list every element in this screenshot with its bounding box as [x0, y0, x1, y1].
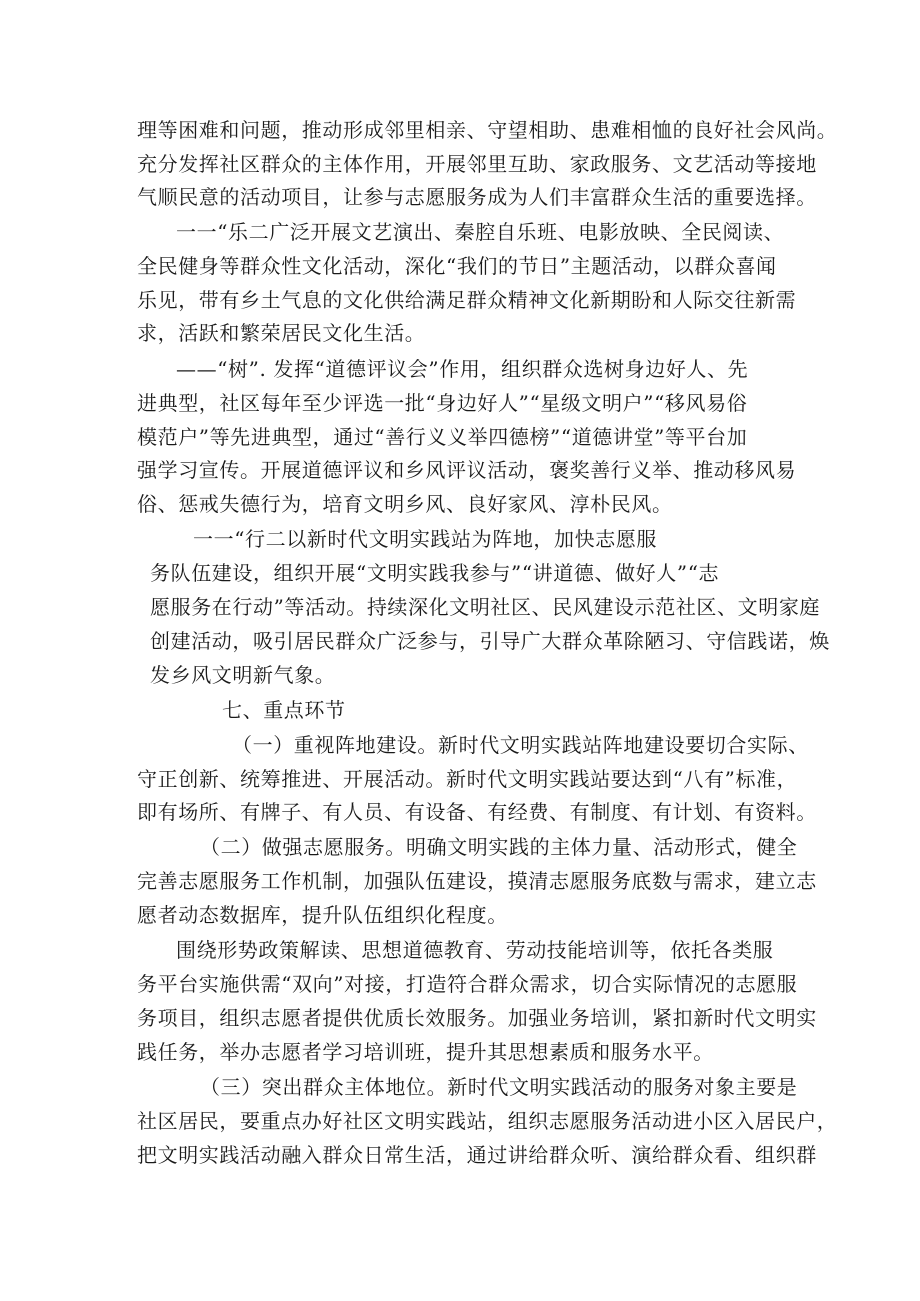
- text-line: 围绕形势政策解读、思想道德教育、劳动技能培训等，依托各类服: [176, 938, 774, 962]
- text-line: 全民健身等群众性文化活动，深化“我们的节日”主题活动，以群众喜闻: [137, 254, 777, 278]
- text-line: 创建活动，吸引居民群众广泛参与，引导广大群众革除陋习、守信践诺，焕: [150, 629, 830, 653]
- text-line: 求，活跃和繁荣居民文化生活。: [137, 321, 426, 345]
- text-line: 气顺民意的活动项目，让参与志愿服务成为人们丰富群众生活的重要选择。: [137, 185, 817, 209]
- text-line: 发乡风文明新气象。: [150, 663, 336, 687]
- text-line: （三）突出群众主体地位。新时代文明实践活动的服务对象主要是: [200, 1075, 798, 1099]
- text-line: 理等困难和问题，推动形成邻里相亲、守望相助、患难相恤的良好社会风尚。: [137, 118, 838, 142]
- text-line: 把文明实践活动融入群众日常生活，通过讲给群众听、演给群众看、组织群: [137, 1143, 817, 1167]
- text-line: 进典型，社区每年至少评选一批“身边好人”“星级文明户”“移风易俗: [137, 391, 748, 415]
- text-line: 即有场所、有牌子、有人员、有设备、有经费、有制度、有计划、有资料。: [137, 800, 817, 824]
- text-line: 守正创新、统筹推进、开展活动。新时代文明实践站要达到“八有”标准，: [137, 767, 798, 791]
- section-heading: 七、重点环节: [222, 698, 346, 722]
- text-line: 一一“乐二广泛开展文艺演出、秦腔自乐班、电影放映、全民阅读、: [176, 220, 785, 244]
- text-line: 愿者动态数据库，提升队伍组织化程度。: [137, 903, 508, 927]
- text-line: 模范户”等先进典型，通过“善行义义举四德榜”“道德讲堂”等平台加: [137, 425, 748, 449]
- text-line: 乐见，带有乡土气息的文化供给满足群众精神文化新期盼和人际交往新需: [137, 288, 797, 312]
- text-line: 强学习宣传。开展道德评议和乡风评议活动，褒奖善行义举、推动移风易: [137, 458, 797, 482]
- text-line: 完善志愿服务工作机制，加强队伍建设，摸清志愿服务底数与需求，建立志: [137, 869, 817, 893]
- text-line: 务项目，组织志愿者提供优质长效服务。加强业务培训，紧扣新时代文明实: [137, 1006, 817, 1030]
- text-line: （一）重视阵地建设。新时代文明实践站阵地建设要切合实际、: [232, 733, 809, 757]
- text-line: 务平台实施供需“双向”对接，打造符合群众需求，切合实际情况的志愿服: [137, 972, 798, 996]
- text-line: 一一“行二以新时代文明实践站为阵地，加快志愿服: [193, 527, 658, 551]
- text-line: 务队伍建设，组织开展“文明实践我参与”“讲道德、做好人”“志: [150, 561, 720, 585]
- text-line: ——“树”. 发挥“道德评议会”作用，组织群众选树身边好人、先: [176, 357, 749, 381]
- text-line: 践任务，举办志愿者学习培训班，提升其思想素质和服务水平。: [137, 1040, 714, 1064]
- text-line: 俗、惩戒失德行为，培育文明乡风、良好家风、淳朴民风。: [137, 492, 673, 516]
- text-line: 充分发挥社区群众的主体作用，开展邻里互助、家政服务、文艺活动等接地: [137, 152, 817, 176]
- text-line: （二）做强志愿服务。明确文明实践的主体力量、活动形式，健全: [200, 835, 798, 859]
- text-line: 社区居民，要重点办好社区文明实践站，组织志愿服务活动进小区入居民户，: [137, 1109, 838, 1133]
- text-line: 愿服务在行动”等活动。持续深化文明社区、民风建设示范社区、文明家庭: [150, 595, 821, 619]
